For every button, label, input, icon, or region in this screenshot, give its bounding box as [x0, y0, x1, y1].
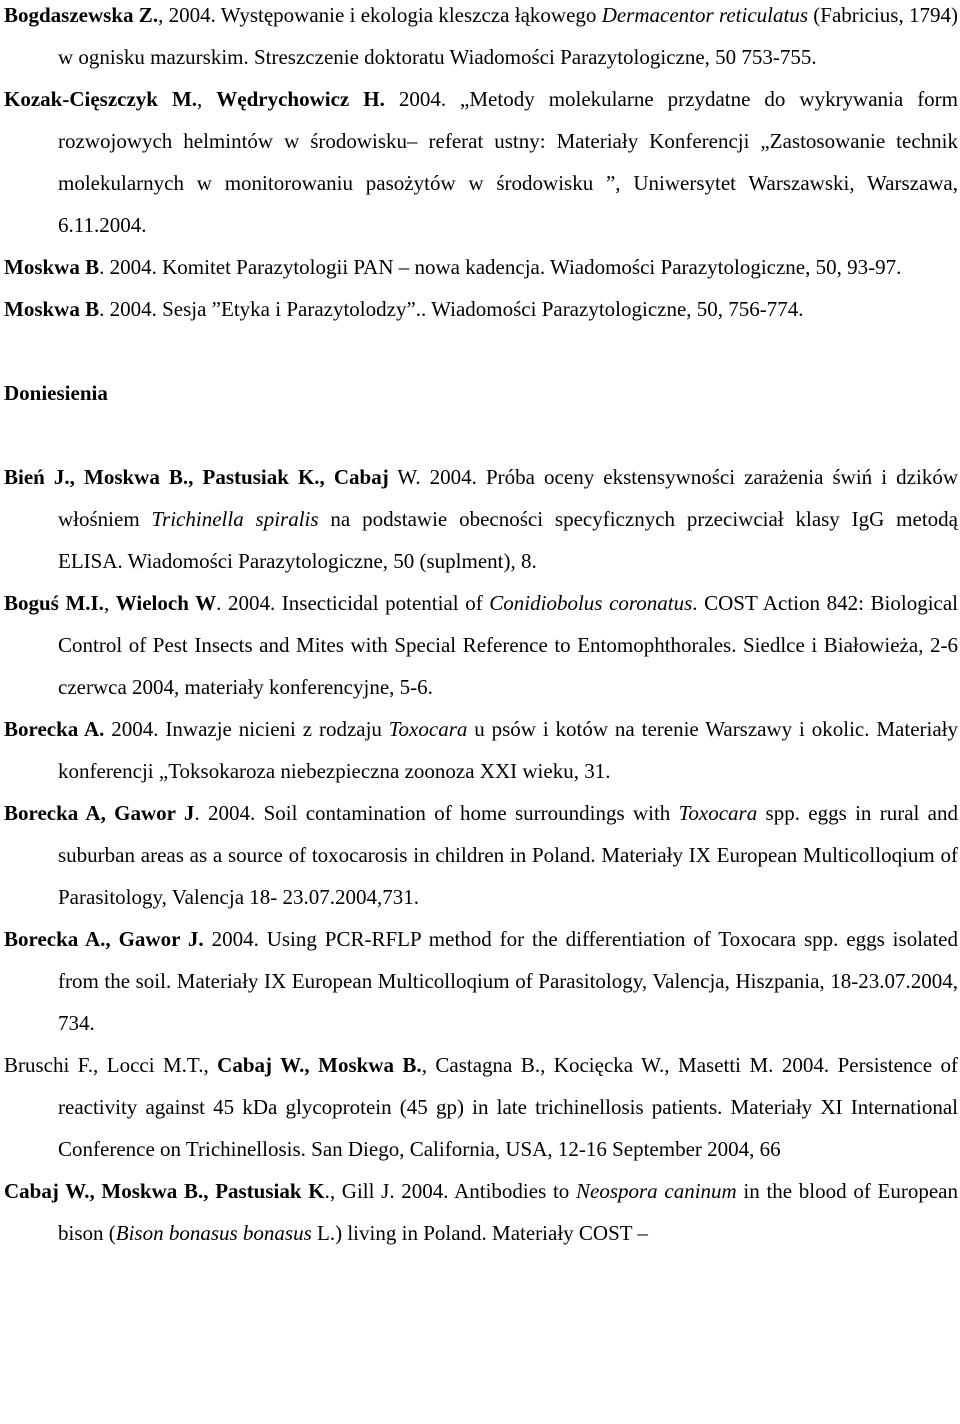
entry-text: (Fabricius, 1794) w ognisku mazurskim. Streszczenie doktoratu Wiadomości Parazytologiczne, 50 753-755.	[58, 3, 958, 69]
entry-italic-term: Trichinella spiralis	[151, 507, 319, 531]
entry-text: . COST Action 842: Biological Control of Pest Insects and Mites with Special Reference to Entomophthorales. Siedlce i Białowieża, 2-6 czerwca 2004, materiały konferencyjne, 5-6.	[58, 591, 959, 699]
entry-author: Borecka A., Gawor J.	[4, 927, 204, 951]
entry-author: Kozak-Cięszczyk M.	[4, 87, 198, 111]
bibliography-entry	[4, 792, 958, 918]
entry-author: Cabaj W., Moskwa B., Pastusiak K	[4, 1179, 325, 1203]
entry-text: . 2004. Soil contamination of home surroundings with	[194, 801, 679, 825]
entry-author: Bień J., Moskwa B., Pastusiak K., Cabaj	[4, 465, 389, 489]
entry-author: Wędrychowicz H.	[216, 87, 385, 111]
entry-text: , 2004. Występowanie i ekologia kleszcza łąkowego	[158, 3, 602, 27]
section-heading-doniesienia: Doniesienia	[4, 381, 108, 405]
entry-text: ,	[197, 87, 217, 111]
bibliography-entry	[4, 78, 958, 246]
entry-author: Boguś M.I.	[4, 591, 104, 615]
entry-text: spp. eggs in rural and suburban areas as a source of toxocarosis in children in Poland. Materiały IX European Multicolloqium of Parasitology, Valencja 18- 23.07.2004,731.	[58, 801, 959, 909]
bibliography-list-doniesienia	[4, 456, 958, 1254]
bibliography-entry	[4, 582, 958, 708]
bibliography-entry	[4, 0, 958, 78]
bibliography-entry	[4, 708, 958, 792]
entry-text: W. 2004. Próba oceny ekstensywności zarażenia świń i dzików włośniem	[58, 465, 959, 531]
entry-text: . 2004. Sesja ”Etyka i Parazytolodzy”.. Wiadomości Parazytologiczne, 50, 756-774.	[99, 297, 804, 321]
entry-text: na podstawie obecności specyficznych przeciwciał klasy IgG metodą ELISA. Wiadomości Parazytologiczne, 50 (suplment), 8.	[58, 507, 958, 573]
bibliography-entry	[4, 1170, 958, 1254]
entry-text: ., Gill J. 2004. Antibodies to	[324, 1179, 576, 1203]
entry-text: L.) living in Poland. Materiały COST –	[311, 1221, 648, 1245]
entry-author: Moskwa B	[4, 255, 100, 279]
entry-italic-term: Neospora caninum	[576, 1179, 737, 1203]
entry-text: u psów i kotów na terenie Warszawy i okolic. Materiały konferencji „Toksokaroza niebezpieczna zoonoza XXI wieku, 31.	[58, 717, 958, 783]
entry-italic-term: Toxocara	[678, 801, 758, 825]
entry-text: Bruschi F., Locci M.T.,	[4, 1053, 218, 1077]
entry-italic-term: Bison bonasus bonasus	[115, 1221, 312, 1245]
entry-author: Bogdaszewska Z.	[4, 3, 159, 27]
bibliography-entry	[4, 1044, 958, 1170]
bibliography-list-publications	[4, 0, 958, 330]
entry-text: ,	[103, 591, 116, 615]
entry-author: Moskwa B	[4, 297, 100, 321]
entry-italic-term: Toxocara	[388, 717, 468, 741]
entry-text: , Castagna B., Kocięcka W., Masetti M. 2004. Persistence of reactivity against 45 kDa glycoprotein (45 gp) in late trichinellosis patients. Materiały XI International Conference on Trichinellosis. San Diego, California, USA, 12-16 September 2004, 66	[58, 1053, 958, 1161]
entry-italic-term: Dermacentor reticulatus	[601, 3, 808, 27]
entry-author: Borecka A.	[4, 717, 105, 741]
entry-author: Wieloch W	[115, 591, 217, 615]
entry-text: . 2004. Komitet Parazytologii PAN – nowa kadencja. Wiadomości Parazytologiczne, 50, 93-97.	[99, 255, 902, 279]
entry-author: Cabaj W., Moskwa B.	[217, 1053, 422, 1077]
bibliography-entry	[4, 288, 958, 330]
bibliography-entry	[4, 918, 958, 1044]
entry-author: Borecka A, Gawor J	[4, 801, 195, 825]
entry-text: . 2004. Insecticidal potential of	[216, 591, 490, 615]
document-page	[4, 0, 958, 1254]
entry-text: 2004. „Metody molekularne przydatne do wykrywania form rozwojowych helmintów w środowisku– referat ustny: Materiały Konferencji „Zastosowanie technik molekularnych w monitorowaniu pasożytów w środowisku ”, Uniwersytet Warszawski, Warszawa, 6.11.2004.	[58, 87, 959, 237]
bibliography-entry	[4, 456, 958, 582]
entry-italic-term: Conidiobolus coronatus	[489, 591, 693, 615]
entry-text: 2004. Inwazje nicieni z rodzaju	[104, 717, 389, 741]
bibliography-entry	[4, 246, 958, 288]
entry-text: in the blood of European bison (	[58, 1179, 958, 1245]
entry-text: 2004. Using PCR-RFLP method for the differentiation of Toxocara spp. eggs isolated from the soil. Materiały IX European Multicolloqium of Parasitology, Valencja, Hiszpania, 18-23.07.2004, 734.	[58, 927, 958, 1035]
